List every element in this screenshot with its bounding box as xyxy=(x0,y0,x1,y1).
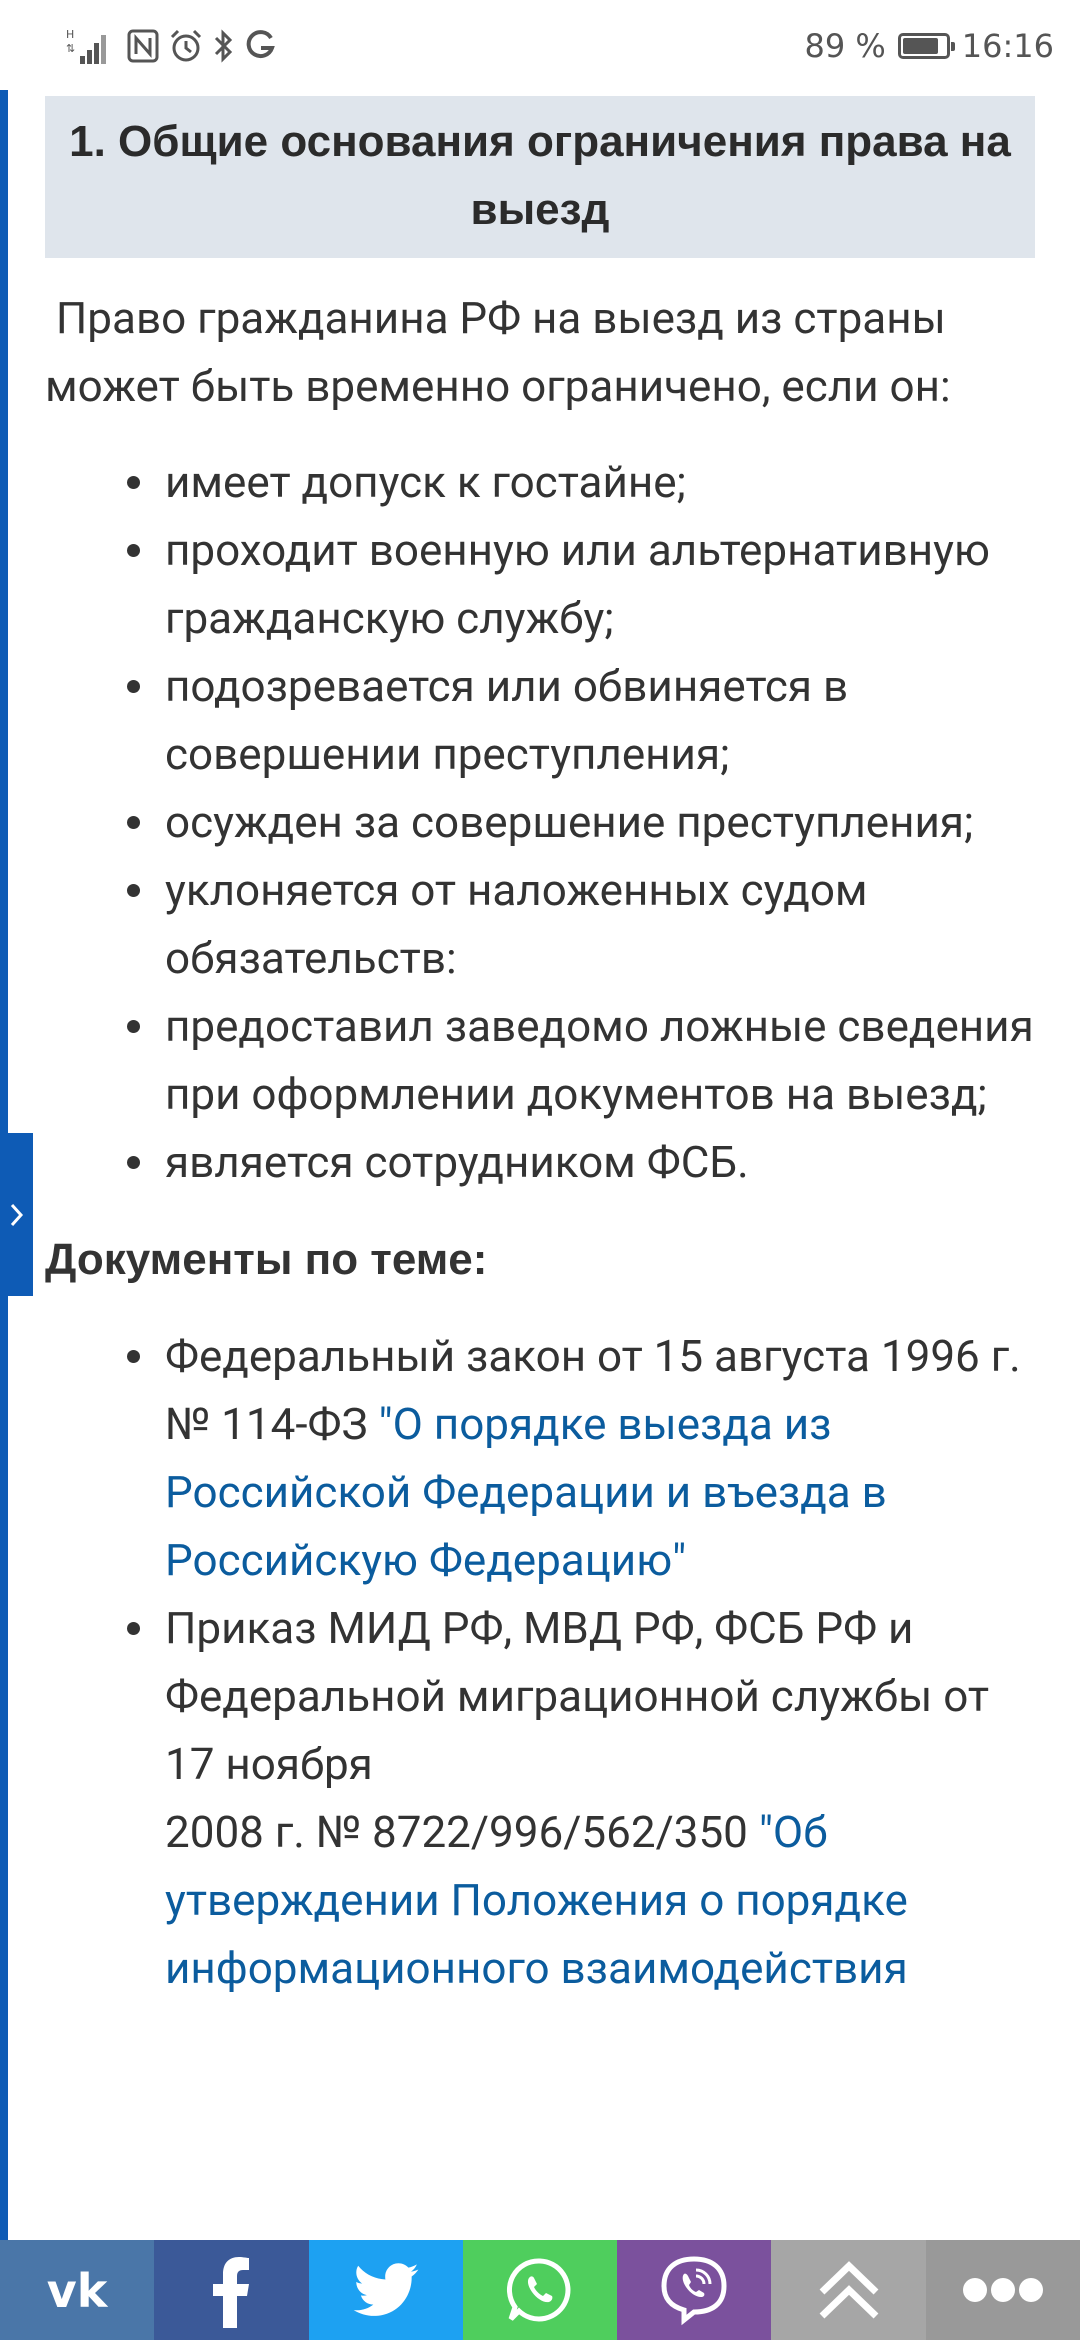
bluetooth-icon xyxy=(212,28,236,64)
viber-icon xyxy=(658,2254,730,2326)
alarm-icon xyxy=(168,28,204,64)
bullet-icon xyxy=(127,544,140,557)
documents-list xyxy=(45,1322,1035,2002)
list-item: предоставил заведомо ложные сведения при оформлении документов на выезд; xyxy=(45,992,1035,1128)
facebook-icon xyxy=(211,2252,251,2328)
document-link[interactable]: "Об утверждении Положения о порядке информационного взаимодействия xyxy=(165,1806,908,1994)
list-item: проходит военную или альтернативную гражданскую службу; xyxy=(45,516,1035,652)
scroll-top-button[interactable] xyxy=(771,2240,925,2340)
bullet-icon xyxy=(127,680,140,693)
clock: 16:16 xyxy=(961,27,1054,65)
restriction-list xyxy=(45,448,1035,1196)
more-dots-icon xyxy=(961,2275,1045,2305)
twitter-share-button[interactable] xyxy=(309,2240,463,2340)
bullet-icon xyxy=(127,1156,140,1169)
bullet-icon xyxy=(127,1020,140,1033)
battery-icon xyxy=(898,33,950,59)
svg-text:⇅: ⇅ xyxy=(66,42,76,55)
bullet-icon xyxy=(127,884,140,897)
twitter-icon xyxy=(353,2263,419,2317)
chevron-right-icon xyxy=(9,1201,25,1229)
document-link[interactable]: "О порядке выезда из Российской Федерации и въезда в Российскую Федерацию" xyxy=(165,1398,887,1586)
battery-percent: 89 % xyxy=(804,27,886,65)
nfc-icon xyxy=(126,28,160,64)
list-item: подозревается или обвиняется в совершении преступления; xyxy=(45,652,1035,788)
document-title-number: 2008 г. № 8722/996/562/350 xyxy=(165,1806,759,1858)
whatsapp-share-button[interactable] xyxy=(463,2240,617,2340)
section-heading: 1. Общие основания ограничения права на выезд xyxy=(45,96,1035,258)
document-title: Федеральный закон от 15 августа 1996 г. № 114-ФЗ xyxy=(165,1330,1021,1450)
whatsapp-icon xyxy=(505,2255,575,2325)
bullet-icon xyxy=(127,816,140,829)
list-item: является сотрудником ФСБ. xyxy=(45,1128,1035,1196)
document-item xyxy=(45,1322,1035,1594)
side-panel-toggle[interactable] xyxy=(0,1133,33,1296)
share-bar xyxy=(0,2240,1080,2340)
facebook-share-button[interactable] xyxy=(154,2240,308,2340)
document-title: Приказ МИД РФ, МВД РФ, ФСБ РФ и Федеральной миграционной службы от 17 ноября xyxy=(165,1602,989,1790)
viber-share-button[interactable] xyxy=(617,2240,771,2340)
svg-text:vk: vk xyxy=(46,2265,108,2315)
documents-heading: Документы по теме: xyxy=(45,1235,488,1284)
vk-share-button[interactable] xyxy=(0,2240,154,2340)
more-button[interactable] xyxy=(926,2240,1080,2340)
status-bar xyxy=(0,0,1080,90)
double-chevron-up-icon xyxy=(814,2258,884,2322)
bullet-icon xyxy=(127,1350,140,1363)
status-right xyxy=(804,24,1054,68)
intro-paragraph: Право гражданина РФ на выезд из страны может быть временно ограничено, если он: xyxy=(45,292,957,412)
google-icon xyxy=(244,28,276,64)
list-item: уклоняется от наложенных судом обязательств: xyxy=(45,856,1035,992)
list-item: осужден за совершение преступления; xyxy=(45,788,1035,856)
vk-icon xyxy=(35,2265,119,2315)
bullet-icon xyxy=(127,1622,140,1635)
document-item xyxy=(45,1594,1035,2002)
list-item: имеет допуск к гостайне; xyxy=(45,448,1035,516)
svg-text:H: H xyxy=(66,28,75,41)
status-icons xyxy=(66,24,276,68)
battery-level xyxy=(903,38,938,54)
bullet-icon xyxy=(127,476,140,489)
signal-icon xyxy=(66,26,118,66)
article-content xyxy=(45,96,1035,2002)
